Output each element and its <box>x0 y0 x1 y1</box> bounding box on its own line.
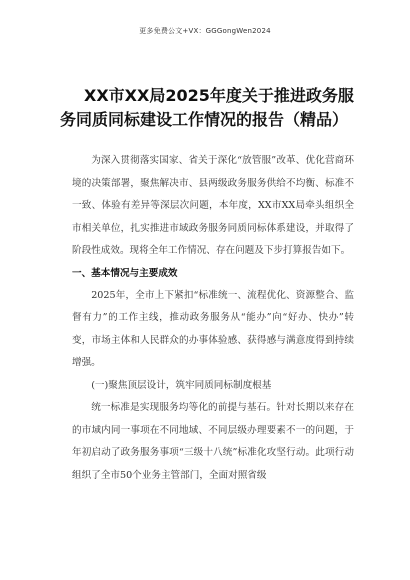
subsection-1-paragraph: 统一标准是实现服务均等化的前提与基石。针对长期以来存在的市域内同一事项在不同地域、不同层级办理要素不一的问题，于年初启动了政务服务事项“三级十八统”标准化攻坚行动。此项行动组织了全市50个业务主管部门，全面对照省级 <box>72 402 354 481</box>
document-body <box>72 150 354 487</box>
document-title-line-2: 务同质同标建设工作情况的报告（精品） <box>60 110 349 129</box>
intro-paragraph: 为深入贯彻落实国家、省关于深化“放管服”改革、优化营商环境的决策部署，聚焦解决市、县两级政务服务供给不均衡、标准不一致、体验有差异等深层次问题，本年度，XX市XX局牵头组织全市相关单位，扎实推进市域政务服务同质同标体系建设，并取得了阶段性成效。现将全年工作情况、存在问题及下步打算报告如下。 <box>72 155 354 256</box>
subsection-1-heading: (一)聚焦顶层设计，筑牢同质同标制度根基 <box>91 379 272 391</box>
section-1-paragraph: 2025年，全市上下紧扣“标准统一、流程优化、资源整合、监督有力”的工作主线，推动政务服务从“能办”向“好办、快办”转变，市场主体和人民群众的办事体验感、获得感与满意度得到持续增强。 <box>72 289 354 368</box>
header-promo-note: 更多免费公文+VX：GGGongWen2024 <box>139 27 271 35</box>
section-1-heading: 一、基本情况与主要成效 <box>72 267 178 279</box>
document-title-line-1: XX市XX局2025年度关于推进政务服 <box>84 86 354 105</box>
document-title <box>60 84 370 132</box>
